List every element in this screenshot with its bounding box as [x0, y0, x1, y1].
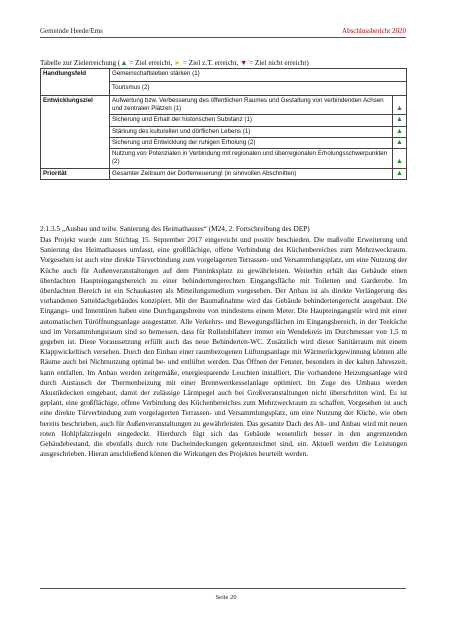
goal-table: [40, 68, 407, 180]
legend-prefix: Tabelle zur Zielerreichung (: [40, 59, 121, 67]
legend-green-text: = Ziel erreicht,: [127, 59, 174, 67]
green-triangle-icon: ▲: [393, 168, 407, 179]
footer-divider: [40, 588, 406, 589]
green-triangle-icon: ▲: [393, 137, 407, 148]
prioritaet-text: Gesamter Zeitraum der Dorferneuerung! (in sinnvollen Abschnitten): [110, 168, 393, 179]
body-paragraph: Das Projekt wurde zum Stichtag 15. September 2017 eingereicht und positiv beschieden. Die maßvolle Erweiterung und Sanierung des Heimathauses umfasst, eine großflächige, offene Verbindung des Küchenbereiches zum Mehrzweckraum. Vorgesehen ist auch eine direkte Türverbindung zum vorgelagerten Terrassen- und Versammlungsplatz, um eine Nutzung der Küche auch für Außenveranstaltungen auf dem Pinninksplatz zu gewährleisten. Weiterhin erhält das Gebäude einen überdachten Haupteingangsbereich zu einer behindertengerechten Eingangsfläche mit Toiletten und Garderobe. Im überdachten Bereich ist ein Schaukasten als Mitteilungsmedium vorgesehen. Der Anbau ist als direkte Verlängerung des vorhandenen Satteldachgebäudes konzipiert. Mit der Baumaßnahme wird das Gebäude behindertengerecht ausgebaut. Die Eingangs- und Innentüren haben eine Durchgangsbreite von mindestens einem Meter. Die Haupteingangstür wird mit einer automatischen Türöffnungsanlage ausgestattet. Alle Verkehrs- und Bewegungsflächen im Eingangsbereich, in der Teeküche und im Versammlungsraum sind so bemessen, dass für Rollstuhlfahrer immer ein Wendekreis im Durchmesser von 1,5 m gegeben ist. Diese Voraussetzung erfüllt auch das neue Behinderten-WC. Zusätzlich wird dieser Sanitärraum mit einem Klappwickeltisch versehen. Durch den Einbau einer raumbezogenen Lüftungsanlage mit Wärmerückgewinnung können alle Räume auch bei Nichtnutzung optimal be- und entlüftet werden. Das Öffnen der Fenster, besonders in der kalten Jahreszeit, kann entfallen. Im Anbau werden zeitgemäße, energiesparende Leuchten installiert. Die vorhandene Heizungsanlage wird durch Austausch der Thermenheizung mit einer Brennwertkesselanlage optimiert. Im Zuge des Umbaus werden Akustikdecken eingebaut, damit der zulässige Lärmpegel auch bei Großveranstaltungen nicht überschritten wird. Es ist geplant, eine großflächige, offene Verbindung des Küchenbereiches zum Mehrzweckraum zu schaffen. Vorgesehen ist auch eine direkte Türverbindung zum vorgelagerten Terrassen- und Versammlungsplatz, um eine Nutzung der Küche, wie oben bereits beschrieben, auch für Außenveranstaltungen zu gewährleisten. Das gesamte Dach des Alt- und Anbau wird mit neuen roten Hohlpfalzziegeln eingedeckt. Hierdurch fügt sich das Gebäude wesentlich besser in den angrenzenden Gebäudebestand, die ebenfalls durch rote Dacheindeckungen gekennzeichnet sind, ein. Aktuell werden die Leistungen ausgeschrieben. Hieran anschließend können die Wirkungen des Projektes beurteilt werden.: [40, 235, 407, 459]
green-triangle-icon: ▲: [120, 59, 128, 67]
page-number: Seite 20: [215, 594, 237, 601]
table-row: [41, 69, 407, 82]
ziel-text: Aufwertung bzw. Verbesserung des öffentlichen Raumes und Gestaltung von verbindenden Achsen und zentralen Plätzen (1): [110, 95, 393, 114]
green-triangle-icon: ▲: [393, 126, 407, 137]
green-triangle-icon: ▲: [393, 95, 407, 114]
handlungsfeld-label: Handlungsfeld: [41, 69, 110, 96]
header-divider: [40, 37, 406, 38]
prioritaet-label: Priorität: [41, 168, 110, 179]
section-title: 2.1.3.5 „Ausbau und teilw. Sanierung des Heimathauses“ (M24, 2. Fortschreibung des DEP): [40, 224, 310, 233]
green-triangle-icon: ▲: [393, 115, 407, 126]
table-row: [41, 95, 407, 114]
green-triangle-icon: ▲: [393, 149, 407, 168]
handlungsfeld-item: Gemeinschaftsleben stärken (1): [110, 69, 407, 82]
yellow-triangle-icon: ►: [174, 59, 182, 67]
red-triangle-icon: ▼: [240, 59, 248, 67]
ziel-text: Stärkung des kulturellen und dörflichen Lebens (1): [110, 126, 393, 137]
entwicklungsziel-label: Entwicklungsziel: [41, 95, 110, 168]
ziel-text: Nutzung von Potenzialen in Verbindung mit regionalen und überregionalen Erholungsschwerpunkten (2): [110, 149, 393, 168]
ziel-text: Sicherung und Erhalt der historischen Substanz (1): [110, 115, 393, 126]
handlungsfeld-item: Tourismus (2): [110, 82, 407, 95]
legend-red-text: = Ziel nicht erreicht): [247, 59, 309, 67]
ziel-text: Sicherung und Entwicklung der ruhigen Erholung (2): [110, 137, 393, 148]
legend-yellow-text: = Ziel z.T. erreicht,: [181, 59, 241, 67]
header-left: Gemeinde Heede/Ems: [40, 27, 103, 35]
header-right: Abschlussbericht 2020: [342, 27, 406, 35]
table-row: [41, 168, 407, 179]
table-caption: [40, 59, 420, 67]
